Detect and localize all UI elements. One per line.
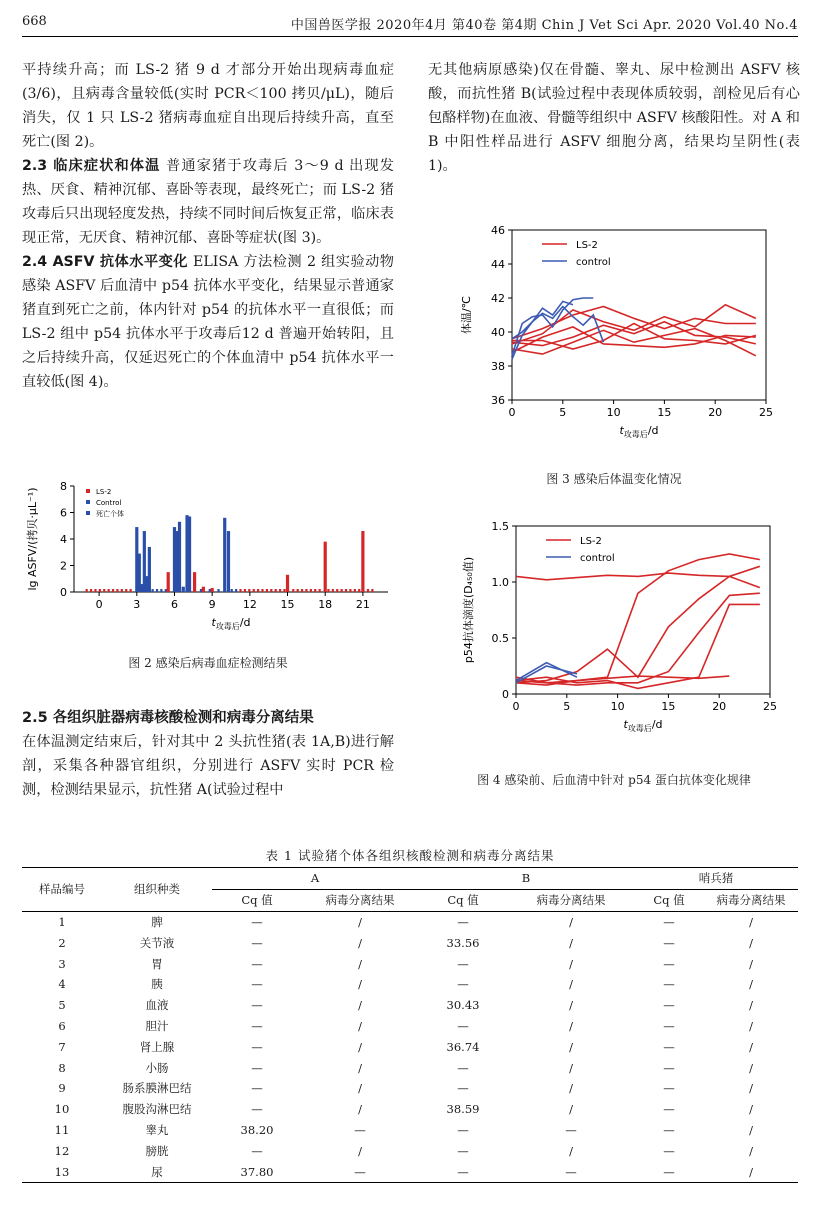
baseline-marker [319,589,321,592]
table-cell: — [565,1122,577,1137]
header-rule [22,36,798,37]
table-cell: 1 [58,914,66,929]
bar [286,575,289,592]
x-tick-label: 15 [280,598,295,611]
running-header [22,14,798,33]
table-cell: / [569,1039,573,1054]
paragraph: 普通家猪于攻毒后 3～9 d 出现发热、厌食、精神沉郁、喜卧等表现，最终死亡；而 LS-2 猪攻毒后只出现轻度发热，持续不同时间后恢复正常，临床表现正常，无厌食、精神沉郁、喜卧等症状(图 3)。 [22,158,394,246]
legend-label: control [576,257,611,268]
table-cell: — [663,1039,675,1054]
table-body [22,911,798,1182]
table-cell: — [457,977,469,992]
table-cell: / [358,998,362,1013]
legend-label: Control [96,499,122,507]
y-tick-label: 0.5 [491,632,509,645]
table-cell: / [569,935,573,950]
table-row [22,932,798,953]
bar [193,572,196,592]
table-cell: 6 [58,1018,66,1033]
table-cell: 睾丸 [145,1122,169,1137]
subheader-isolation: 病毒分离结果 [704,889,798,911]
baseline-marker [314,589,316,592]
figure-4-chart [428,516,800,748]
table-cell: — [251,935,263,950]
table-cell: 2 [58,935,66,950]
x-tick-label: 5 [563,700,571,713]
figure-3-caption: 图 3 感染后体温变化情况 [546,472,682,486]
x-tick-label: 5 [559,406,567,419]
table-cell: 小肠 [145,1060,169,1075]
y-tick-label: 40 [491,326,505,339]
y-tick-label: 42 [491,292,505,305]
data-table [22,867,798,1183]
baseline-marker [341,589,343,592]
bar [324,542,327,592]
bar [202,587,205,592]
bar [167,572,170,592]
table-cell: / [749,935,753,950]
table-cell: / [358,935,362,950]
baseline-marker [332,589,334,592]
x-tick-label: 21 [355,598,370,611]
y-tick-label: 36 [491,394,505,407]
table-cell: — [251,1143,263,1158]
baseline-marker [310,589,312,592]
y-tick-label: 2 [60,559,67,573]
figure-4-caption: 图 4 感染前、后血清中针对 p54 蛋白抗体变化规律 [477,773,751,787]
page-number: 668 [22,14,47,29]
table-row [22,1099,798,1120]
table-cell: — [634,1161,704,1182]
legend-marker [86,511,90,515]
baseline-marker [108,589,110,592]
table-cell: 13 [22,1161,102,1182]
y-tick-label: 1.5 [491,520,509,533]
table-cell: — [251,1018,263,1033]
table-cell: / [569,998,573,1013]
figure-3-chart [428,220,800,450]
table-cell: — [251,956,263,971]
table-cell: — [663,1060,675,1075]
x-tick-label: 25 [759,406,773,419]
table-title: 表 1 试验猪个体各组织核酸检测和病毒分离结果 [265,848,555,863]
x-axis-label: $t_{攻毒后}/d$ [623,718,663,733]
table-cell: / [358,1081,362,1096]
table-cell: — [663,977,675,992]
baseline-marker [160,589,162,592]
legend-label: 死亡个体 [96,510,124,518]
baseline-marker [371,589,373,592]
table-cell: — [251,998,263,1013]
table-cell: — [251,1060,263,1075]
baseline-marker [354,589,356,592]
y-tick-label: 38 [491,360,505,373]
table-cell: — [663,1122,675,1137]
bar [178,522,181,592]
table-cell: 4 [58,977,66,992]
col-header-tissue: 组织种类 [102,868,212,912]
baseline-marker [301,589,303,592]
subheader-cq: Cq 值 [212,889,302,911]
table-cell: / [749,1018,753,1033]
y-tick-label: 8 [60,480,67,493]
table-cell: 10 [54,1102,70,1117]
table-cell: — [251,1081,263,1096]
table-cell: — [302,1161,418,1182]
right-column [428,58,800,178]
baseline-marker [99,589,101,592]
y-tick-label: 0 [60,586,67,599]
table-row [22,995,798,1016]
y-tick-label: 6 [60,506,67,520]
table-row [22,1078,798,1099]
baseline-marker [367,589,369,592]
table-cell: 11 [54,1122,70,1137]
table-cell: 38.59 [446,1102,480,1117]
table-cell: 腹股沟淋巴结 [122,1102,192,1117]
table-cell: — [457,1081,469,1096]
bar [211,588,214,592]
table-cell: / [358,1143,362,1158]
table-cell: / [358,1018,362,1033]
baseline-marker [283,589,285,592]
table-cell: 胆汁 [145,1018,169,1033]
bar [182,587,185,592]
x-tick-label: 10 [610,700,625,713]
bar [223,518,226,592]
baseline-marker [253,589,255,592]
table-row [22,1036,798,1057]
table-cell: / [569,1143,573,1158]
y-axis-label: 体温/℃ [460,295,473,335]
baseline-marker [336,589,338,592]
table-cell: / [749,998,753,1013]
y-axis-label: lg ASFV/(拷贝·μL⁻¹) [26,487,39,591]
subheader-isolation: 病毒分离结果 [302,889,418,911]
table-cell: 脾 [151,914,163,929]
table-cell: 肾上腺 [139,1039,175,1054]
table-cell: 关节液 [139,935,175,950]
baseline-marker [165,589,167,592]
table-cell: / [749,1122,753,1137]
table-cell: 8 [58,1060,66,1075]
table-cell: / [358,914,362,929]
baseline-marker [248,589,250,592]
legend-marker [86,489,90,493]
left-column-bottom [22,706,394,802]
table-cell: / [358,1060,362,1075]
table-cell: / [569,1060,573,1075]
x-tick-label: 20 [708,406,723,419]
baseline-marker [275,589,277,592]
table-cell: — [251,914,263,929]
table-cell: — [663,914,675,929]
table-cell: / [569,977,573,992]
table-cell: — [663,935,675,950]
col-header-sample: 样品编号 [22,868,102,912]
table-row [22,1120,798,1141]
table-cell: — [251,1102,263,1117]
paragraph: 平持续升高；而 LS-2 猪 9 d 才部分开始出现病毒血症(3/6)，且病毒含量较低(实时 PCR＜100 拷贝/μL)，随后消失，仅 1 只 LS-2 猪病毒血症自出现后持续升高，直至死亡(图 2)。 [22,62,394,150]
left-column [22,58,394,394]
table-cell: — [457,1122,469,1137]
table-cell: — [508,1161,634,1182]
table-cell: 5 [58,998,66,1013]
table-cell: — [663,1018,675,1033]
baseline-marker [200,589,202,592]
bar [148,547,151,592]
baseline-marker [305,589,307,592]
table-cell: — [418,1161,508,1182]
table-cell: / [358,1039,362,1054]
baseline-marker [90,589,92,592]
baseline-marker [261,589,263,592]
x-tick-label: 0 [508,406,516,419]
table-cell: 肠系膜淋巴结 [122,1081,192,1096]
baseline-marker [270,589,272,592]
table-row [22,974,798,995]
table-cell: 12 [54,1143,70,1158]
baseline-marker [116,589,118,592]
table-cell: — [251,1039,263,1054]
section-heading-2-5: 2.5 各组织脏器病毒核酸检测和病毒分离结果 [22,710,314,726]
table-row [22,1057,798,1078]
table-row [22,953,798,974]
subheader-cq: Cq 值 [418,889,508,911]
bar [227,531,230,592]
figure-2-caption: 图 2 感染后病毒血症检测结果 [128,656,288,670]
table-cell: / [749,1081,753,1096]
baseline-marker [358,589,360,592]
table-cell: / [358,1102,362,1117]
table-row [22,911,798,932]
table-cell: / [569,956,573,971]
baseline-marker [327,589,329,592]
x-tick-label: 15 [661,700,676,713]
x-tick-label: 20 [712,700,727,713]
subheader-isolation: 病毒分离结果 [508,889,634,911]
table-cell: — [251,977,263,992]
bar [361,531,364,592]
y-axis-label: p54抗体滴度(D₄₅₀值) [462,556,475,664]
table-cell: 膀胱 [145,1143,169,1158]
table-cell: / [569,914,573,929]
y-tick-label: 4 [60,533,67,546]
paragraph: ELISA 方法检测 2 组实验动物感染 ASFV 后血清中 p54 抗体水平变化，结果显示普通家猪直到死亡之前，体内针对 p54 的抗体水平一直很低；而 LS-2 组中 p54 抗体水平于攻毒后12 d 普遍开始转阳，且之后持续升高，仅延迟死亡的个体血清中 p54 抗体水平一直较低(图 4)。 [22,254,394,390]
baseline-marker [86,589,88,592]
table-cell: 尿 [102,1161,212,1182]
x-tick-label: 15 [657,406,672,419]
baseline-marker [235,589,237,592]
table-cell: / [749,1143,753,1158]
series-line [516,593,760,685]
baseline-marker [231,589,233,592]
table-cell: / [749,956,753,971]
table-cell: / [749,914,753,929]
legend-label: LS-2 [576,240,598,251]
section-heading-2-3: 2.3 临床症状和体温 [22,158,161,174]
table-cell: — [457,1018,469,1033]
x-tick-label: 0 [512,700,520,713]
table-cell: 38.20 [240,1122,274,1137]
legend-label: LS-2 [96,488,112,496]
x-tick-label: 9 [208,598,216,611]
paragraph: 在体温测定结束后，针对其中 2 头抗性猪(表 1A,B)进行解剖，采集各种器官组织，分别进行 ASFV 实时 PCR 检测，检测结果显示，抗性猪 A(试验过程中 [22,734,394,798]
group-header-sentinel: 哨兵猪 [634,868,798,890]
table-cell: — [457,1060,469,1075]
table-row [22,1161,798,1182]
baseline-marker [209,589,211,592]
baseline-marker [292,589,294,592]
baseline-marker [257,589,259,592]
table-cell: / [569,1102,573,1117]
y-tick-label: 44 [491,258,505,271]
baseline-marker [125,589,127,592]
table-cell: / [749,1039,753,1054]
x-tick-label: 12 [242,598,257,611]
baseline-marker [112,589,114,592]
baseline-marker [130,589,132,592]
bar [188,516,191,592]
table-row [22,1140,798,1161]
legend-label: control [580,553,615,564]
baseline-marker [103,589,105,592]
paragraph: 无其他病原感染)仅在骨髓、睾丸、尿中检测出 ASFV 核酸，而抗性猪 B(试验过程中表现体质较弱，剖检见后有心包酪样物)在血液、骨髓等组织中 ASFV 核酸阳性。对 A 和 B 中阳性样品进行 ASFV 细胞分离，结果均呈阴性(表 1)。 [428,62,800,174]
table-row [22,1016,798,1037]
journal-info: 中国兽医学报 2020年4月 第40卷 第4期 Chin J Vet Sci Apr. 2020 Vol.40 No.4 [290,18,798,33]
x-tick-label: 0 [95,598,103,611]
subheader-cq: Cq 值 [634,889,704,911]
table-cell: 胃 [151,956,163,971]
baseline-marker [152,589,154,592]
baseline-marker [266,589,268,592]
series-line [516,566,760,579]
table-cell: 7 [58,1039,66,1054]
table-cell: — [457,1143,469,1158]
table-cell: / [704,1161,798,1182]
baseline-marker [156,589,158,592]
table-cell: 37.80 [212,1161,302,1182]
y-tick-label: 1.0 [491,576,509,589]
x-tick-label: 25 [763,700,777,713]
table-cell: — [663,1102,675,1117]
table-cell: — [663,1143,675,1158]
table-cell: — [457,914,469,929]
table-cell: / [358,956,362,971]
table-cell: — [663,1081,675,1096]
table-cell: 胰 [151,977,163,992]
table-cell: — [663,956,675,971]
x-tick-label: 18 [318,598,333,611]
table-cell: 9 [58,1081,66,1096]
legend-label: LS-2 [580,536,602,547]
baseline-marker [121,589,123,592]
plot-frame [512,230,766,400]
x-tick-label: 10 [606,406,621,419]
table-cell: — [354,1122,366,1137]
baseline-marker [279,589,281,592]
table-cell: / [749,1102,753,1117]
section-heading-2-4: 2.4 ASFV 抗体水平变化 [22,254,188,270]
table-cell: / [749,1060,753,1075]
table-cell: 36.74 [446,1039,480,1054]
table-cell: / [749,977,753,992]
group-header-b: B [418,868,634,890]
table-cell: 33.56 [446,935,480,950]
baseline-marker [297,589,299,592]
table-cell: 30.43 [446,998,480,1013]
baseline-marker [217,589,219,592]
baseline-marker [94,589,96,592]
baseline-marker [244,589,246,592]
baseline-marker [349,589,351,592]
legend-marker [86,500,90,504]
table-cell: / [358,977,362,992]
table-cell: 血液 [145,998,169,1013]
table-cell: / [569,1081,573,1096]
table-cell: / [569,1018,573,1033]
figure-2-chart [22,472,394,640]
table-cell: — [663,998,675,1013]
group-header-a: A [212,868,418,890]
x-axis-label: $t_{攻毒后}/d$ [211,616,251,631]
x-axis-label: $t_{攻毒后}/d$ [619,424,659,439]
table-cell: — [457,956,469,971]
baseline-marker [345,589,347,592]
table-cell: 3 [58,956,66,971]
x-tick-label: 6 [170,598,178,611]
baseline-marker [239,589,241,592]
x-tick-label: 3 [133,598,141,611]
y-tick-label: 0 [502,688,509,701]
y-tick-label: 46 [491,224,505,237]
